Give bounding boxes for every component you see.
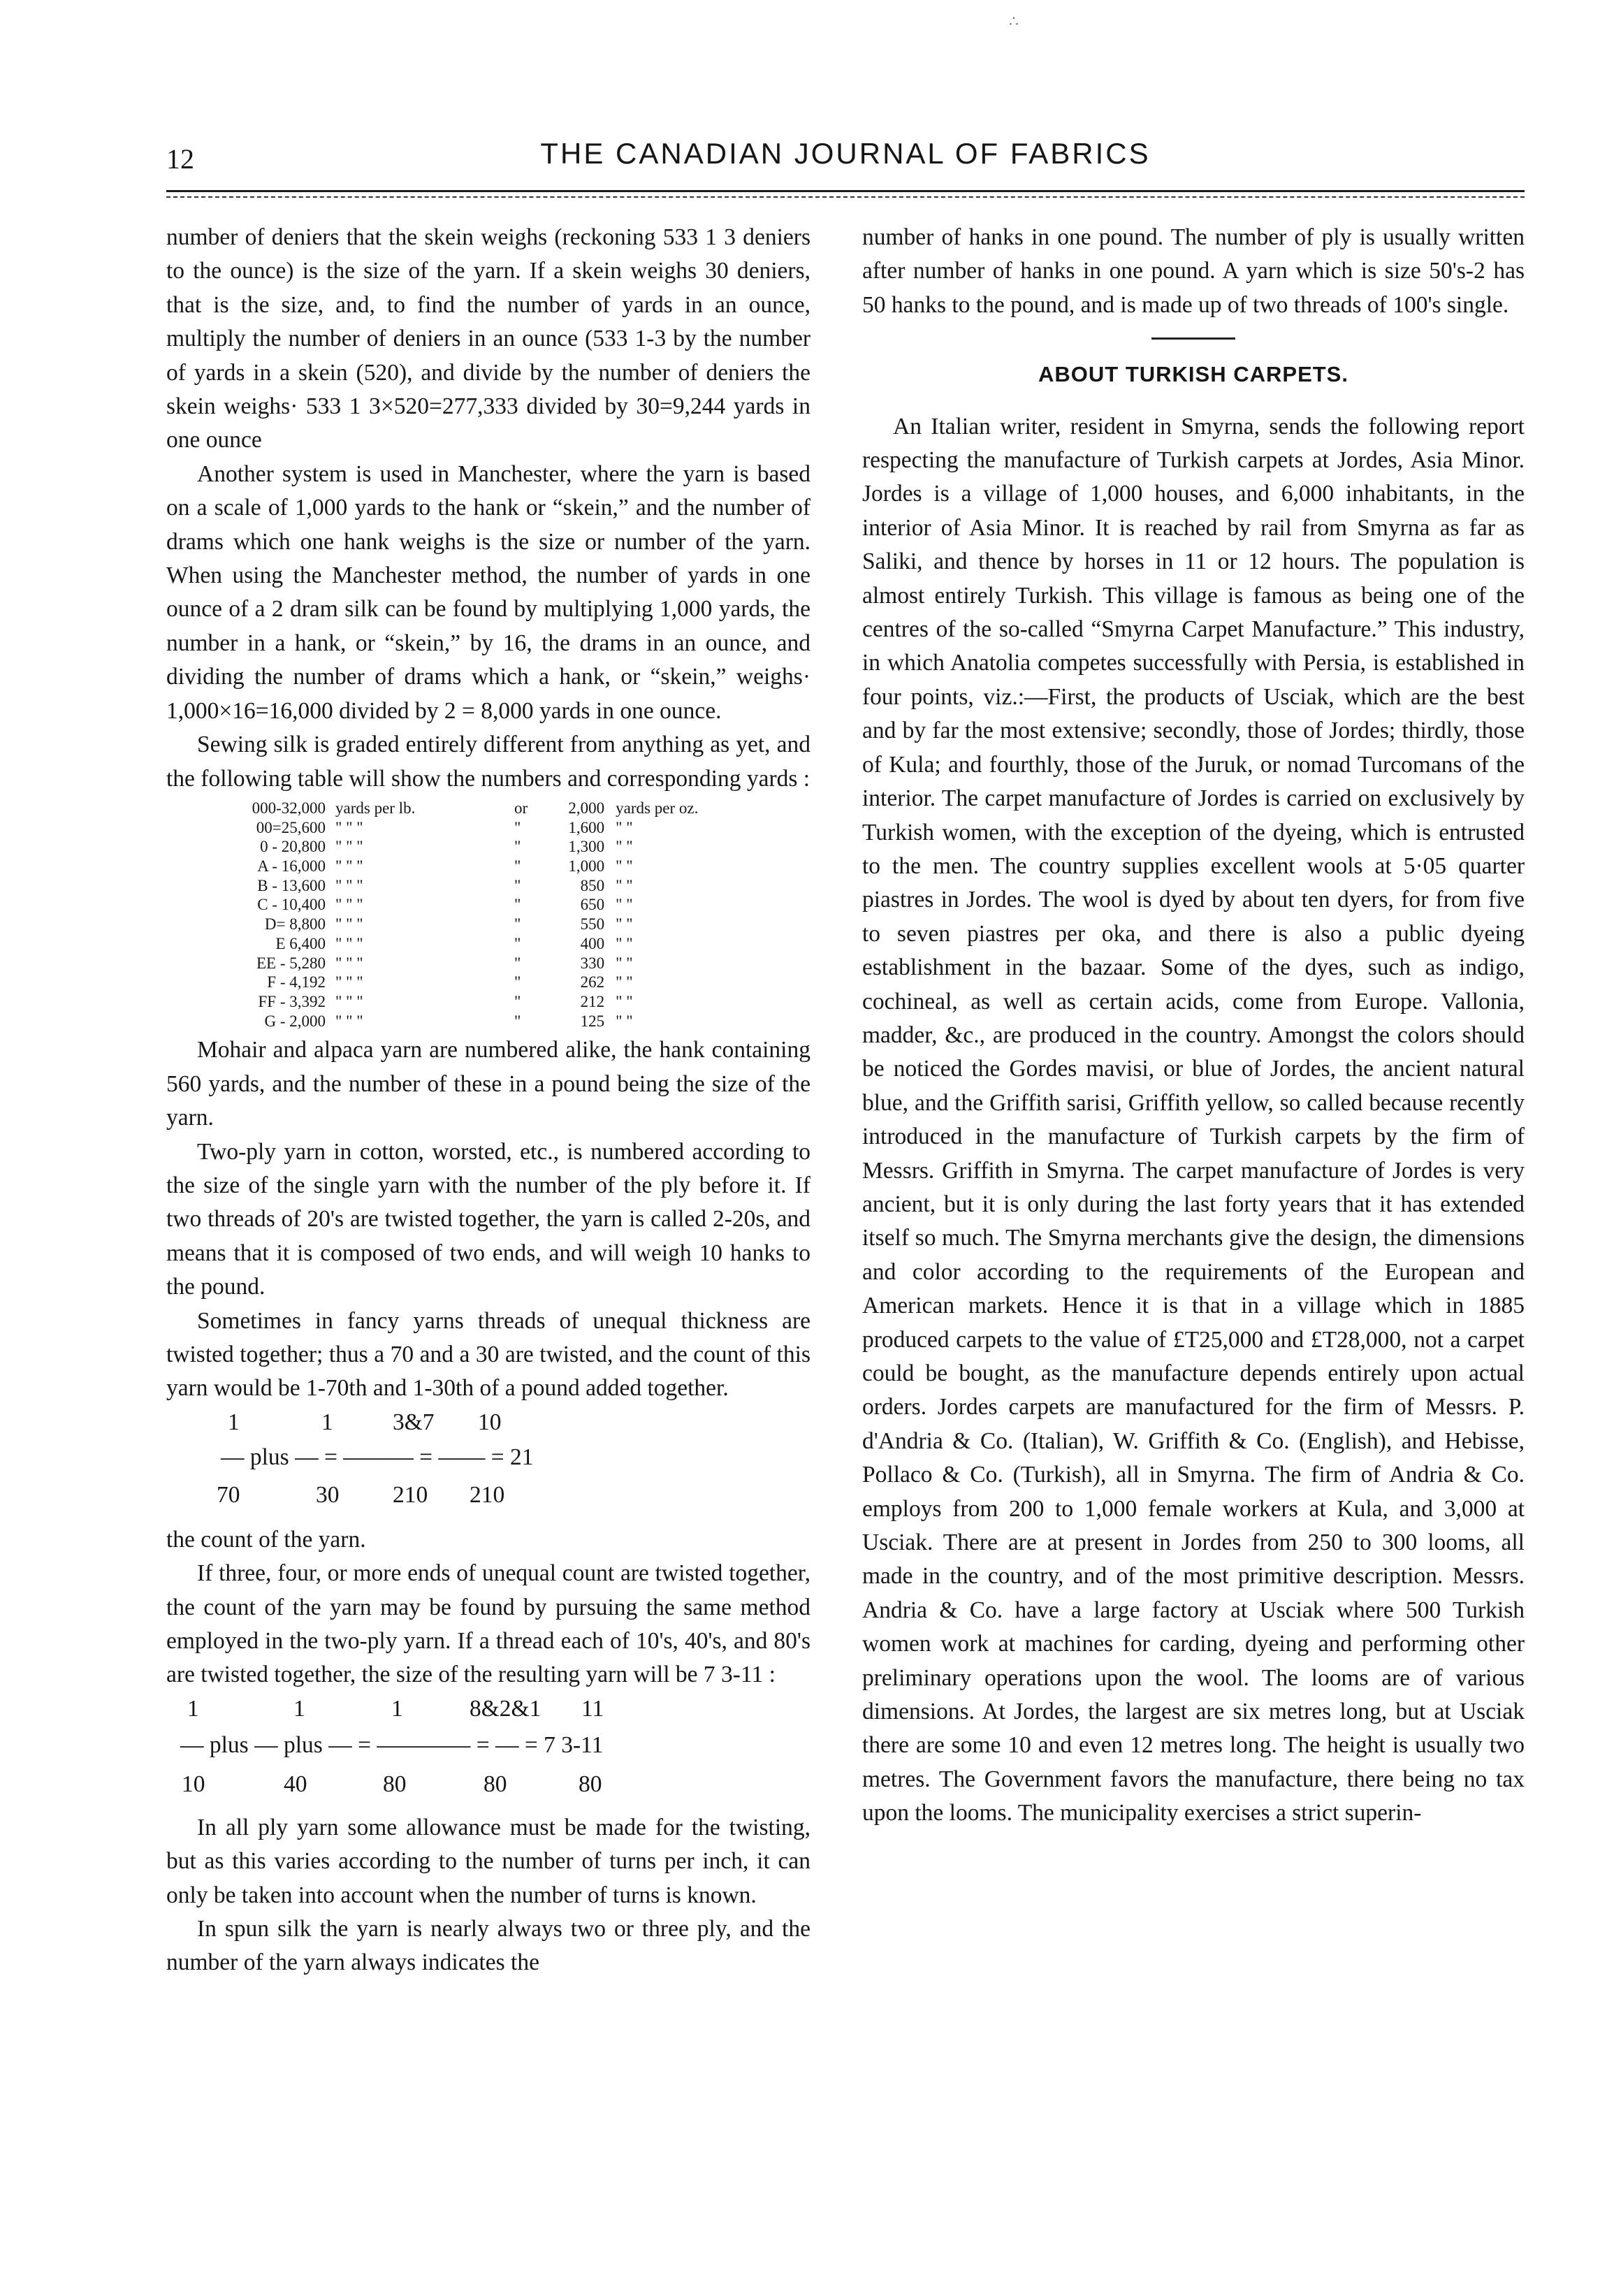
paragraph-spun-silk: In spun silk the yarn is nearly always two or three ply, and the number of the yarn always indicates the	[166, 1916, 810, 1976]
formula-2-den-b: 40	[284, 1771, 307, 1797]
page-number: 12	[166, 143, 194, 175]
size-cell: G ‑ 2,000	[264, 1012, 326, 1030]
size-cell: E 6,400	[275, 934, 326, 952]
paragraph-two-ply: Two-ply yarn in cotton, worsted, etc., is numbered according to the size of the single yarn with the number of the ply before it. If two threads of 20's are twisted together, the yarn is called 2-20s, and means that it is composed of two ends, and will weigh 10 hanks to the pound.	[166, 1138, 810, 1300]
per-oz-cell: 550	[580, 915, 605, 933]
sewing-silk-table	[214, 799, 755, 1031]
formula-2-den-e: 80	[579, 1771, 602, 1797]
per-lb-cell: " " "	[335, 857, 363, 875]
paragraph-allowance: In all ply yarn some allowance must be made for the twisting, but as this varies according to the number of turns per inch, it can only be taken into account when the number of turns is known.	[166, 1814, 810, 1908]
formula-multi-ply	[166, 1692, 810, 1811]
or-cell: "	[514, 915, 521, 933]
right-column	[862, 221, 1525, 1831]
paragraph-deniers: number of deniers that the skein weighs (reckoning 533 1 3 deniers to the ounce) is the size of the yarn. If a skein weighs 30 deniers, that is the size, and, to find the number of yards in an ounce, multiply the number of deniers in an ounce (533 1-3 by the number of yards in a skein (520), and divide by the number of deniers the skein weighs· 533 1 3×520=277,333 divided by 30=9,244 yards in one ounce	[166, 224, 810, 453]
size-cell: D= 8,800	[264, 915, 326, 933]
table-row	[214, 915, 755, 934]
or-cell: "	[514, 954, 521, 972]
unit-cell: " "	[616, 992, 633, 1010]
per-lb-cell: " " "	[335, 838, 363, 856]
table-row	[214, 837, 755, 857]
size-cell: EE ‑ 5,280	[256, 954, 326, 972]
per-lb-cell: " " "	[335, 954, 363, 972]
paragraph-fancy-yarns: Sometimes in fancy yarns threads of unequal thickness are twisted together; thus a 70 and a 30 are twisted, and the count of this yarn would be 1-70th and 1-30th of a pound added together.	[166, 1307, 810, 1402]
formula-1-den-d: 210	[470, 1481, 505, 1508]
size-cell: 0 ‑ 20,800	[260, 838, 326, 856]
table-row	[214, 818, 755, 838]
per-lb-cell: " " "	[335, 934, 363, 952]
unit-cell: yards per oz.	[616, 799, 699, 817]
size-cell: A ‑ 16,000	[257, 857, 326, 875]
formula-2-num-e: 11	[581, 1695, 604, 1722]
formula-two-ply	[166, 1406, 810, 1523]
per-oz-cell: 125	[580, 1012, 605, 1030]
per-lb-cell: " " "	[335, 876, 363, 894]
unit-cell: " "	[616, 915, 633, 933]
formula-2-num-b: 1	[293, 1695, 305, 1722]
size-cell: FF ‑ 3,392	[258, 992, 326, 1010]
table-row	[214, 934, 755, 954]
formula-2-num-a: 1	[187, 1695, 199, 1722]
formula-2-operators: — plus — plus — = ———— = — = 7 3-11	[180, 1731, 604, 1758]
paragraph-sewing-silk: Sewing silk is graded entirely different from anything as yet, and the following table will show the numbers and corresponding yards :	[166, 732, 810, 792]
per-oz-cell: 650	[580, 896, 605, 914]
table-row	[214, 857, 755, 876]
unit-cell: " "	[616, 857, 633, 875]
paragraph-three-ends: If three, four, or more ends of unequal count are twisted together, the count of the yarn may be found by pursuing the same method employed in the two-ply yarn. If a thread each of 10's, 40's, and 80's are twisted together, the size of the resulting yarn will be 7 3-11 :	[166, 1560, 810, 1688]
unit-cell: " "	[616, 838, 633, 856]
table-row	[214, 973, 755, 992]
unit-cell: " "	[616, 934, 633, 952]
unit-cell: " "	[616, 896, 633, 914]
section-heading: ABOUT TURKISH CARPETS.	[1038, 362, 1348, 387]
formula-2-den-d: 80	[484, 1771, 507, 1797]
per-oz-cell: 1,300	[568, 838, 605, 856]
formula-2-den-a: 10	[182, 1771, 205, 1797]
or-cell: "	[514, 934, 521, 952]
formula-1-num-d: 10	[478, 1409, 502, 1435]
size-cell: 00=25,600	[256, 818, 326, 836]
formula-1-num-c: 3&7	[393, 1409, 435, 1435]
left-column	[166, 221, 810, 1980]
size-cell: F ‑ 4,192	[267, 973, 326, 991]
formula-1-operators: — plus — = ——— = —— = 21	[221, 1444, 534, 1470]
per-lb-cell: " " "	[335, 896, 363, 914]
table-row	[214, 1012, 755, 1031]
or-cell: "	[514, 896, 521, 914]
or-cell: or	[514, 799, 528, 817]
section-divider	[1151, 337, 1235, 340]
unit-cell: " "	[616, 876, 633, 894]
or-cell: "	[514, 857, 521, 875]
per-oz-cell: 1,000	[568, 857, 605, 875]
table-row	[214, 876, 755, 896]
per-oz-cell: 2,000	[568, 799, 605, 817]
paragraph-turkish-carpets: An Italian writer, resident in Smyrna, sends the following report respecting the manufacture of Turkish carpets at Jordes, Asia Minor. Jordes is a village of 1,000 houses, and 6,000 inhabitants, in the interior of Asia Minor. It is reached by rail from Smyrna as far as Saliki, and thence by horses in 11 or 12 hours. The population is almost entirely Turkish. This village is famous as being one of the centres of the so-called “Smyrna Carpet Manufacture.” This industry, in which Anatolia competes successfully with Persia, is established in four points, viz.:—First, the products of Usciak, which are the best and by far the most extensive; secondly, those of Jordes; thirdly, those of Kula; and fourthly, those of the Juruk, or nomad Turcomans of the interior. The carpet manufacture of Jordes is carried on exclusively by Turkish women, with the exception of the dyeing, which is entrusted to the men. The country supplies excellent wools at 5·05 quarter piastres in Jordes. The wool is dyed by about ten dyers, for from five to seven piastres per oka, and there is also a public dyeing establishment in the bazaar. Some of the dyes, such as indigo, cochineal, as well as certain acids, come from Europe. Vallonia, madder, &c., are produced in the country. Amongst the colors should be noticed the Gordes mavisi, or blue of Jordes, the ancient natural blue, and the Griffith sarisi, Griffith yellow, so called because recently introduced in the manufacture of Turkish carpets by the firm of Messrs. Griffith in Smyrna. The carpet manufacture of Jordes is very ancient, but it is only during the last forty years that it has extended itself so much. The Smyrna merchants give the design, the dimensions and color according to the requirements of the European and American markets. Hence it is that in a village which in 1885 produced carpets to the value of £T25,000 and £T28,000, not a carpet could be bought, as the manufacture depends entirely upon actual orders. Jordes carpets are manufactured for the firm of Messrs. P. d'Andria & Co. (Italian), W. Griffith & Co. (English), and Hebisse, Pollaco & Co. (Turkish), all in Smyrna. The firm of Andria & Co. employs from 200 to 1,000 female workers at Kula, and 3,000 at Usciak. There are at present in Jordes from 250 to 300 looms, all made in the country, and of the most primitive description. Messrs. Andria & Co. have a large factory at Usciak where 500 Turkish women work at machines for carding, dyeing and performing other preliminary operations upon the wool. The looms are of various dimensions. At Jordes, the largest are six metres long, but at Usciak there are some 10 and even 12 metres long. The height is usually two metres. The Government favors the manufacture, there being no tax upon the looms. The municipality exercises a strict superin-	[862, 413, 1525, 1826]
per-lb-cell: yards per lb.	[335, 799, 416, 817]
formula-2-num-d: 8&2&1	[470, 1695, 541, 1722]
formula-2-num-c: 1	[391, 1695, 403, 1722]
per-lb-cell: " " "	[335, 1012, 363, 1030]
or-cell: "	[514, 818, 521, 836]
per-lb-cell: " " "	[335, 992, 363, 1010]
table-row	[214, 954, 755, 973]
journal-title: THE CANADIAN JOURNAL OF FABRICS	[540, 137, 1151, 170]
per-oz-cell: 400	[580, 934, 605, 952]
per-oz-cell: 262	[580, 973, 605, 991]
or-cell: "	[514, 1012, 521, 1030]
page-header	[166, 137, 1525, 186]
table-row	[214, 895, 755, 915]
paragraph-mohair: Mohair and alpaca yarn are numbered alike, the hank containing 560 yards, and the number of these in a pound being the size of the yarn.	[166, 1037, 810, 1131]
paragraph-manchester: Another system is used in Manchester, where the yarn is based on a scale of 1,000 yards to the hank or “skein,” and the number of drams which one hank weighs is the size or number of the yarn. When using the Manchester method, the number of yards in one ounce of a 2 dram silk can be found by multiplying 1,000 yards, the number in a hank, or “skein,” by 16, the drams in an ounce, and dividing the number of drams which a hank, or “skein,” weighs· 1,000×16=16,000 divided by 2 = 8,000 yards in one ounce.	[166, 460, 810, 724]
paragraph-count-of-yarn: the count of the yarn.	[166, 1526, 366, 1553]
per-oz-cell: 850	[580, 876, 605, 894]
or-cell: "	[514, 973, 521, 991]
formula-1-den-a: 70	[217, 1481, 240, 1508]
size-cell: C ‑ 10,400	[257, 896, 326, 914]
paragraph-hanks: number of hanks in one pound. The number of ply is usually written after number of hanks in one pound. A yarn which is size 50's-2 has 50 hanks to the pound, and is made up of two threads of 100's single.	[862, 224, 1525, 318]
formula-1-den-b: 30	[316, 1481, 340, 1508]
header-rule	[166, 190, 1525, 192]
table-row	[214, 992, 755, 1012]
or-cell: "	[514, 992, 521, 1010]
unit-cell: " "	[616, 954, 633, 972]
unit-cell: " "	[616, 818, 633, 836]
per-oz-cell: 212	[580, 992, 605, 1010]
per-lb-cell: " " "	[335, 915, 363, 933]
unit-cell: " "	[616, 973, 633, 991]
formula-1-num-a: 1	[228, 1409, 240, 1435]
per-oz-cell: 1,600	[568, 818, 605, 836]
or-cell: "	[514, 876, 521, 894]
header-dashed-rule	[166, 196, 1525, 198]
size-cell: B ‑ 13,600	[257, 876, 326, 894]
unit-cell: " "	[616, 1012, 633, 1030]
or-cell: "	[514, 838, 521, 856]
size-cell: 000‑32,000	[252, 799, 326, 817]
per-lb-cell: " " "	[335, 818, 363, 836]
per-lb-cell: " " "	[335, 973, 363, 991]
per-oz-cell: 330	[580, 954, 605, 972]
formula-1-num-b: 1	[321, 1409, 333, 1435]
table-row	[214, 799, 755, 818]
formula-1-den-c: 210	[393, 1481, 428, 1508]
formula-2-den-c: 80	[383, 1771, 407, 1797]
scan-speck-mark: ∴	[1009, 13, 1019, 30]
